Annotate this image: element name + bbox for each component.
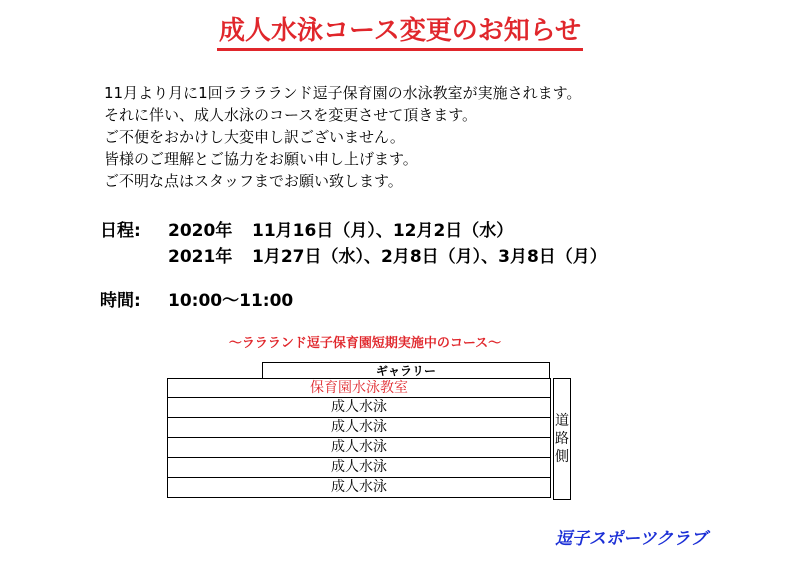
schedule-row <box>100 218 607 244</box>
notice-line: ご不便をおかけし大変申し訳ございません。 <box>104 128 405 146</box>
schedule-dates: 1月27日（水）、2月8日（月）、3月8日（月） <box>252 247 607 267</box>
notice-title-wrap <box>0 14 800 51</box>
gallery-label: ギャラリー <box>262 362 550 378</box>
road-char: 道 <box>555 413 569 429</box>
lane-nursery: 保育園水泳教室 <box>167 378 551 398</box>
lane-adult: 成人水泳 <box>167 458 551 478</box>
notice-line: 皆様のご理解とご協力をお願い申し上げます。 <box>104 150 418 168</box>
notice-title: 成人水泳コース変更のお知らせ <box>217 14 583 51</box>
schedule-row <box>100 244 607 270</box>
course-subheading: 〜ララランド逗子保育園短期実施中のコース〜 <box>228 336 502 351</box>
lane-adult: 成人水泳 <box>167 478 551 498</box>
notice-line: ご不明な点はスタッフまでお願い致します。 <box>104 172 403 190</box>
time-label: 時間: <box>100 291 141 311</box>
notice-line: それに伴い、成人水泳のコースを変更させて頂きます。 <box>104 106 478 124</box>
schedule-year: 2021年 <box>168 247 233 267</box>
notice-body <box>104 82 581 192</box>
lane-list <box>167 378 551 498</box>
road-side-label <box>553 378 571 500</box>
notice-line: 11月より月に1回ラララランド逗子保育園の水泳教室が実施されます。 <box>104 84 582 102</box>
schedule-dates: 11月16日（月）、12月2日（水） <box>252 221 514 241</box>
schedule-year: 2020年 <box>168 221 233 241</box>
schedule-block <box>100 218 607 270</box>
road-char: 路 <box>555 431 569 447</box>
schedule-label: 日程: <box>100 221 141 241</box>
lane-adult: 成人水泳 <box>167 418 551 438</box>
time-row <box>100 286 293 311</box>
time-value: 10:00〜11:00 <box>168 291 294 311</box>
lane-adult: 成人水泳 <box>167 438 551 458</box>
road-char: 側 <box>555 449 569 465</box>
lane-adult: 成人水泳 <box>167 398 551 418</box>
club-name: 逗子スポーツクラブ <box>555 529 708 549</box>
